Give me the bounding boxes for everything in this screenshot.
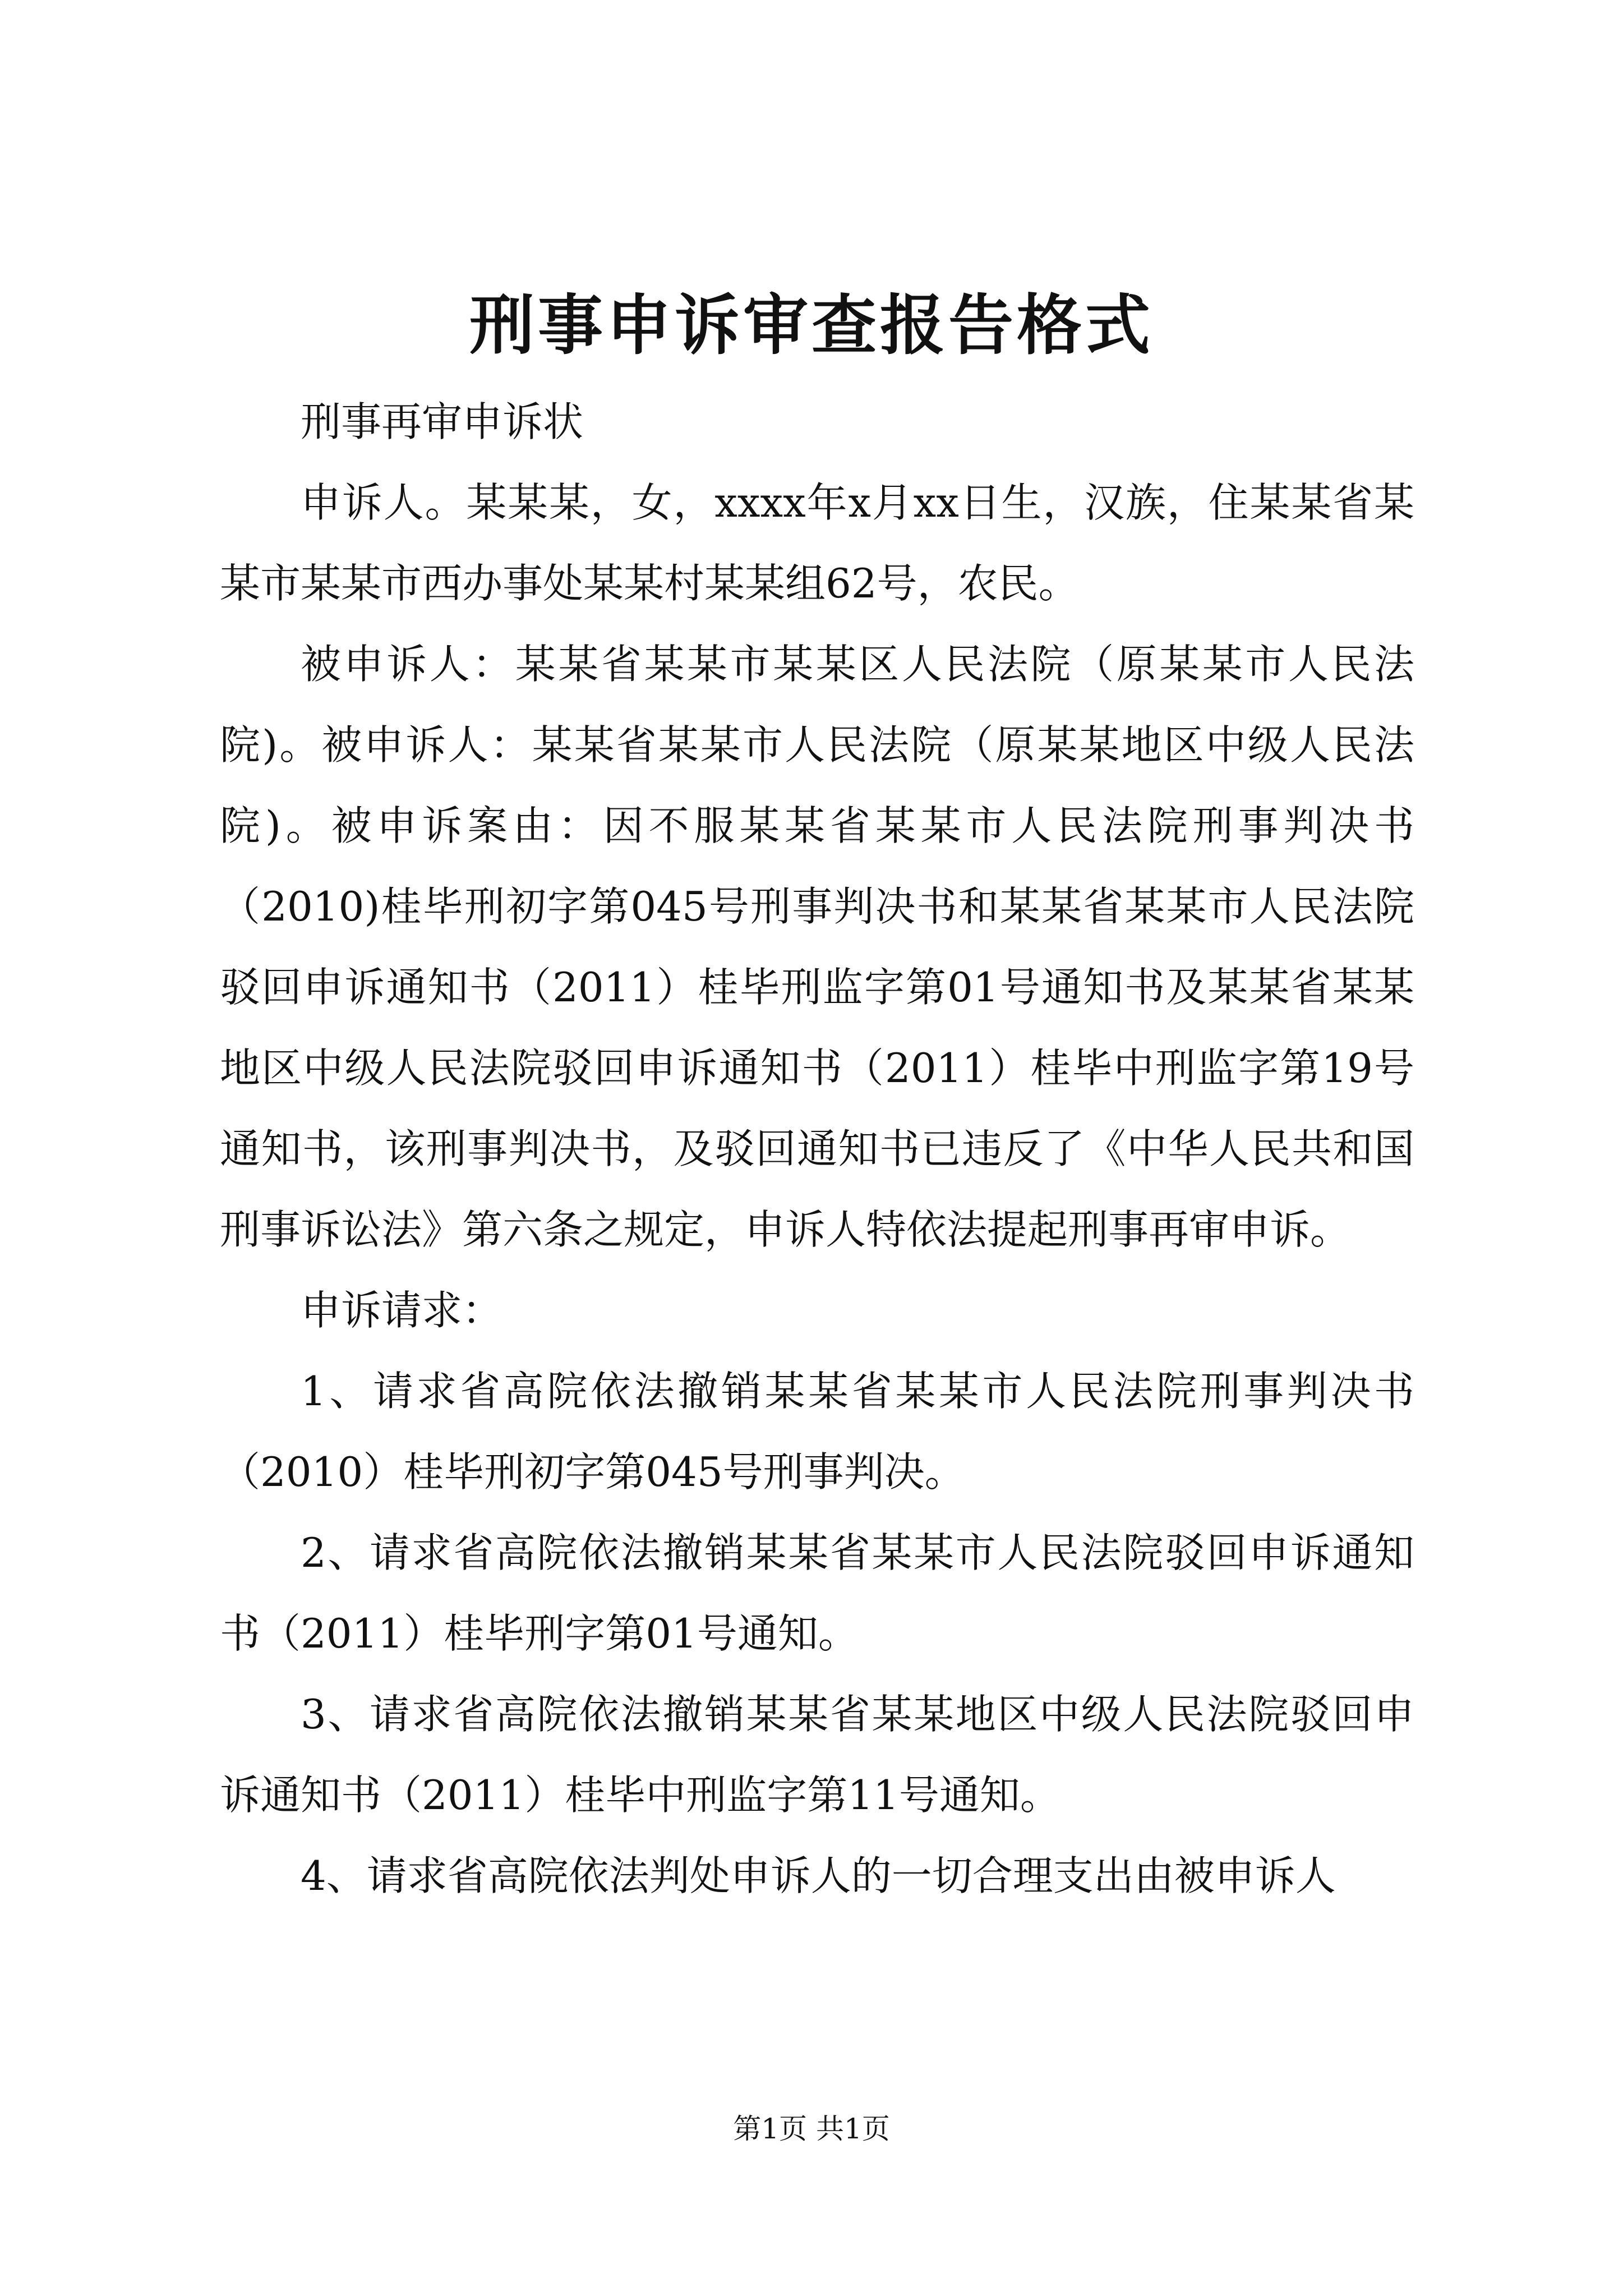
document-title: 刑事申诉审查报告格式 [469, 287, 1154, 364]
paragraph-request-3: 3、请求省高院依法撤销某某省某某地区中级人民法院驳回申诉通知书（2011）桂毕中刑监字第11号通知。 [220, 1691, 1414, 1819]
page-footer: 第1页 共1页 [733, 2113, 890, 2145]
paragraph-request-2: 2、请求省高院依法撤销某某省某某市人民法院驳回申诉通知书（2011）桂毕刑字第01号通知。 [220, 1529, 1414, 1657]
paragraph-request-1: 1、请求省高院依法撤销某某省某某市人民法院刑事判决书（2010）桂毕刑初字第045号刑事判决。 [220, 1368, 1414, 1496]
paragraph-respondents: 被申诉人：某某省某某市某某区人民法院（原某某市人民法院)。被申诉人：某某省某某市人民法院（原某某地区中级人民法院)。被申诉案由：因不服某某省某某市人民法院刑事判决书（2010)桂毕刑初字第045号刑事判决书和某某省某某市人民法院驳回申诉通知书（2011）桂毕刑监字第01号通知书及某某省某某地区中级人民法院驳回申诉通知书（2011）桂毕中刑监字第19号通知书，该刑事判决书，及驳回通知书已违反了《中华人民共和国刑事诉讼法》第六条之规定，申诉人特依法提起刑事再审申诉。 [220, 641, 1414, 1253]
paragraph-requests-heading: 申诉请求： [301, 1287, 503, 1334]
paragraph-appellant: 申诉人。某某某，女，xxxx年x月xx日生，汉族，住某某省某某市某某市西办事处某某村某某组62号，农民。 [220, 479, 1414, 607]
paragraph-request-4: 4、请求省高院依法判处申诉人的一切合理支出由被申诉人 [301, 1852, 1336, 1899]
document-body [220, 381, 1414, 1916]
paragraph-heading: 刑事再审申诉状 [301, 398, 584, 445]
